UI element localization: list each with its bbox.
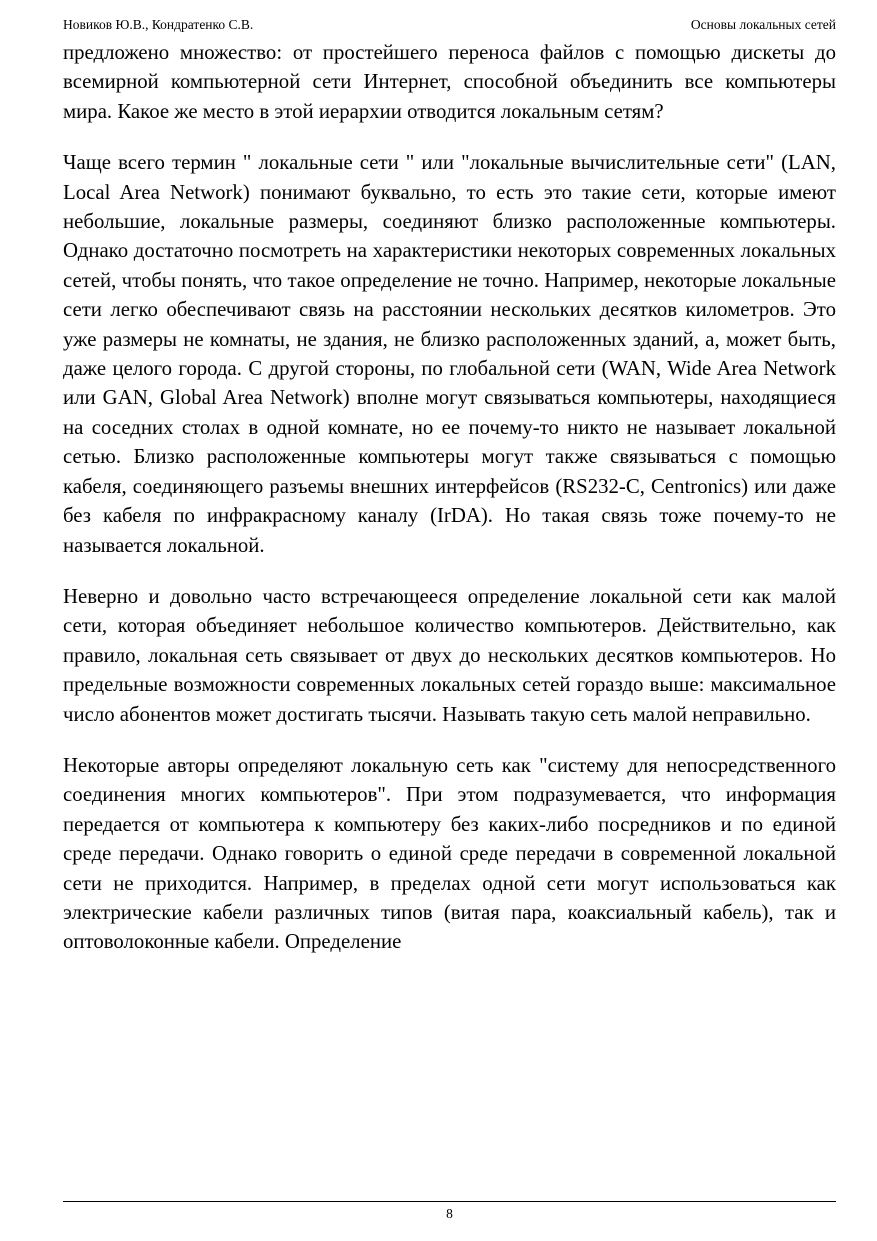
page-header — [63, 15, 836, 35]
header-book-title: Основы локальных сетей — [690, 17, 836, 32]
paragraph-continuation: предложено множество: от простейшего переноса файлов с помощью дискеты до всемирной компьютерной сети Интернет, способной объединить все компьютеры мира. Какое же место в этой иерархии отводится локальным сетям? — [63, 41, 836, 123]
body-text — [63, 38, 836, 1188]
page-number: 8 — [446, 1206, 453, 1221]
footer-divider — [63, 1201, 836, 1202]
header-authors: Новиков Ю.В., Кондратенко С.В. — [63, 17, 254, 32]
paragraph-small-network: Неверно и довольно часто встречающееся определение локальной сети как малой сети, которая объединяет небольшое количество компьютеров. Действительно, как правило, локальная сеть связывает от двух до нескольких десятков компьютеров. Но предельные возможности современных локальных сетей гораздо выше: максимальное число абонентов может достигать тысячи. Называть такую сеть малой неправильно. — [63, 584, 836, 726]
paragraph-direct-connection: Некоторые авторы определяют локальную сеть как "систему для непосредственного соединения многих компьютеров". При этом подразумевается, что информация передается от компьютера к компьютеру без каких-либо посредников и по единой среде передачи. Однако говорить о единой среде передачи в современной локальной сети не приходится. Например, в пределах одной сети могут использоваться как электрические кабели различных типов (витая пара, коаксиальный кабель), так и оптоволоконные кабели. Определение — [63, 753, 836, 954]
paragraph-lan-definition: Чаще всего термин " локальные сети " или "локальные вычислительные сети" (LAN, Local Area Network) понимают буквально, то есть это такие сети, которые имеют небольшие, локальные размеры, соединяют близко расположенные компьютеры. Однако достаточно посмотреть на характеристики некоторых современных локальных сетей, чтобы понять, что такое определение не точно. Например, некоторые локальные сети легко обеспечивают связь на расстоянии нескольких десятков километров. Это уже размеры не комнаты, не здания, не близко расположенных зданий, а, может быть, даже целого города. С другой стороны, по глобальной сети (WAN, Wide Area Network или GAN, Global Area Network) вполне могут связываться компьютеры, находящиеся на соседних столах в одной комнате, но ее почему-то никто не называет локальной сетью. Близко расположенные компьютеры могут также связываться с помощью кабеля, соединяющего разъемы внешних интерфейсов (RS232-C, Centronics) или даже без кабеля по инфракрасному каналу (IrDA). Но такая связь тоже почему-то не называется локальной. — [63, 151, 836, 557]
